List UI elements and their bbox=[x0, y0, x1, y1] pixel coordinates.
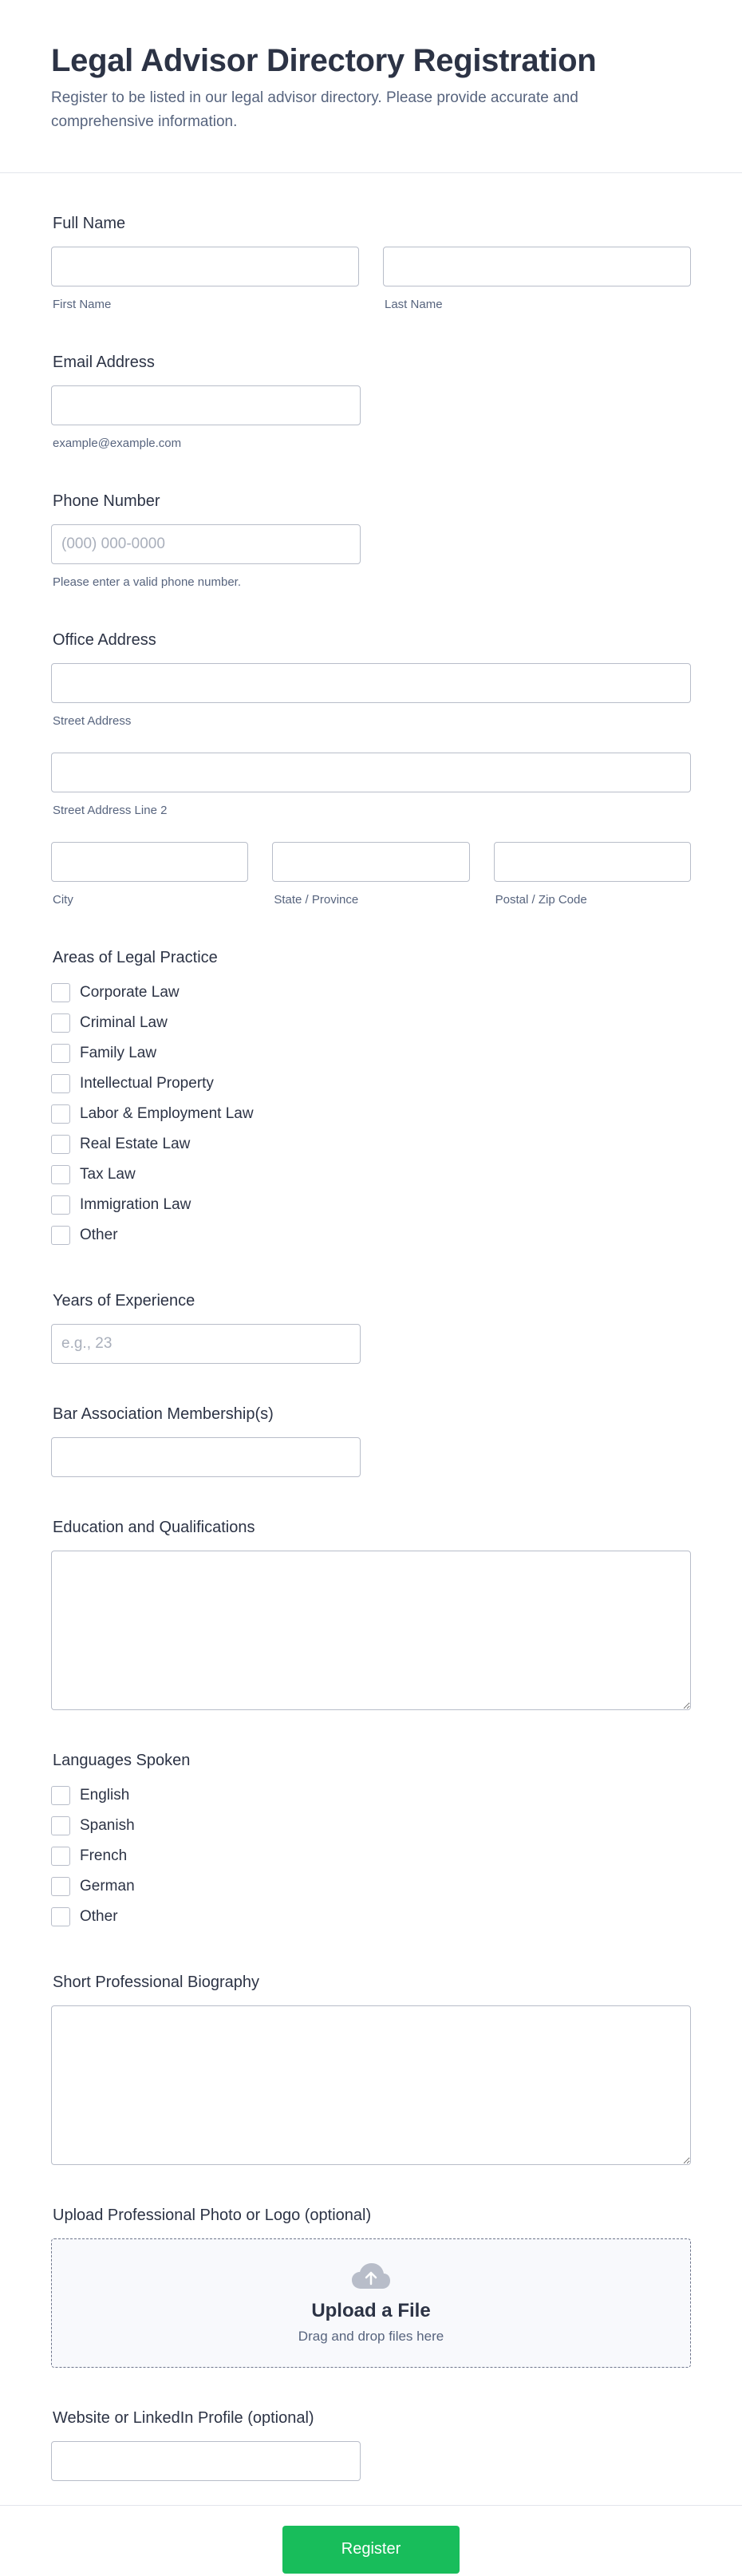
file-dropzone[interactable] bbox=[51, 2238, 691, 2368]
cloud-upload-icon bbox=[350, 2262, 392, 2290]
form-footer bbox=[0, 2505, 742, 2576]
page-title: Legal Advisor Directory Registration bbox=[51, 43, 597, 78]
language-option-label: Spanish bbox=[80, 1817, 135, 1834]
language-option[interactable] bbox=[51, 1811, 691, 1841]
biography-label: Short Professional Biography bbox=[53, 1973, 260, 1991]
biography-textarea[interactable] bbox=[51, 2005, 691, 2165]
email-input[interactable] bbox=[51, 385, 361, 425]
upload-title: Upload a File bbox=[311, 2300, 431, 2321]
phone-sublabel: Please enter a valid phone number. bbox=[53, 575, 241, 589]
checkbox[interactable] bbox=[51, 1165, 70, 1184]
practice-option[interactable] bbox=[51, 1160, 691, 1190]
full-name-label: Full Name bbox=[53, 215, 126, 232]
practice-option-label: Labor & Employment Law bbox=[80, 1105, 254, 1122]
practice-option[interactable] bbox=[51, 1069, 691, 1099]
city-input[interactable] bbox=[51, 842, 248, 882]
street-address-sublabel: Street Address bbox=[53, 714, 132, 728]
website-input[interactable] bbox=[51, 2441, 361, 2481]
phone-input[interactable] bbox=[51, 524, 361, 564]
language-option-label: Other bbox=[80, 1908, 118, 1925]
practice-areas-list bbox=[51, 978, 691, 1250]
language-option-label: French bbox=[80, 1847, 128, 1864]
education-textarea[interactable] bbox=[51, 1551, 691, 1710]
zip-input[interactable] bbox=[494, 842, 691, 882]
state-sublabel: State / Province bbox=[274, 893, 359, 907]
phone-label: Phone Number bbox=[53, 492, 160, 510]
practice-option[interactable] bbox=[51, 1008, 691, 1038]
checkbox[interactable] bbox=[51, 1013, 70, 1033]
city-sublabel: City bbox=[53, 893, 73, 907]
education-label: Education and Qualifications bbox=[53, 1519, 255, 1536]
state-input[interactable] bbox=[272, 842, 469, 882]
checkbox[interactable] bbox=[51, 1135, 70, 1154]
practice-option-label: Intellectual Property bbox=[80, 1075, 214, 1092]
first-name-input[interactable] bbox=[51, 247, 359, 286]
practice-option-label: Tax Law bbox=[80, 1166, 136, 1183]
register-button[interactable]: Register bbox=[282, 2526, 460, 2574]
language-option[interactable] bbox=[51, 1902, 691, 1932]
bar-membership-input[interactable] bbox=[51, 1437, 361, 1477]
languages-label: Languages Spoken bbox=[53, 1752, 191, 1769]
street-address-line2-sublabel: Street Address Line 2 bbox=[53, 804, 168, 817]
email-sublabel: example@example.com bbox=[53, 437, 182, 450]
checkbox[interactable] bbox=[51, 1044, 70, 1063]
website-field bbox=[51, 2408, 691, 2481]
practice-option-label: Other bbox=[80, 1227, 118, 1243]
experience-field bbox=[51, 1290, 691, 1364]
practice-areas-label: Areas of Legal Practice bbox=[53, 949, 218, 966]
checkbox[interactable] bbox=[51, 1907, 70, 1926]
practice-option[interactable] bbox=[51, 1190, 691, 1220]
practice-option[interactable] bbox=[51, 1220, 691, 1250]
practice-option[interactable] bbox=[51, 978, 691, 1008]
language-option[interactable] bbox=[51, 1871, 691, 1902]
checkbox[interactable] bbox=[51, 1226, 70, 1245]
checkbox[interactable] bbox=[51, 983, 70, 1002]
office-address-label: Office Address bbox=[53, 631, 156, 649]
languages-list bbox=[51, 1780, 691, 1932]
language-option[interactable] bbox=[51, 1780, 691, 1811]
practice-option-label: Corporate Law bbox=[80, 984, 180, 1001]
street-address-line2-input[interactable] bbox=[51, 753, 691, 792]
checkbox[interactable] bbox=[51, 1104, 70, 1124]
first-name-sublabel: First Name bbox=[53, 298, 112, 311]
page-subtitle: Register to be listed in our legal advisor directory. Please provide accurate and comprehensive information. bbox=[51, 89, 578, 130]
last-name-input[interactable] bbox=[383, 247, 691, 286]
email-label: Email Address bbox=[53, 354, 155, 371]
practice-option[interactable] bbox=[51, 1099, 691, 1129]
checkbox[interactable] bbox=[51, 1877, 70, 1896]
checkbox[interactable] bbox=[51, 1847, 70, 1866]
practice-option-label: Immigration Law bbox=[80, 1196, 191, 1213]
practice-option-label: Criminal Law bbox=[80, 1014, 168, 1031]
language-option-label: English bbox=[80, 1787, 130, 1804]
education-field bbox=[51, 1517, 691, 1710]
website-label: Website or LinkedIn Profile (optional) bbox=[53, 2409, 314, 2427]
language-option[interactable] bbox=[51, 1841, 691, 1871]
form-body bbox=[0, 213, 742, 2481]
checkbox[interactable] bbox=[51, 1786, 70, 1805]
checkbox[interactable] bbox=[51, 1074, 70, 1093]
experience-label: Years of Experience bbox=[53, 1292, 195, 1310]
form-header bbox=[0, 0, 742, 173]
last-name-sublabel: Last Name bbox=[385, 298, 443, 311]
languages-field bbox=[51, 1750, 691, 1932]
checkbox[interactable] bbox=[51, 1816, 70, 1835]
language-option-label: German bbox=[80, 1878, 135, 1894]
experience-input[interactable] bbox=[51, 1324, 361, 1364]
practice-option-label: Real Estate Law bbox=[80, 1136, 191, 1152]
full-name-field bbox=[51, 213, 691, 312]
checkbox[interactable] bbox=[51, 1195, 70, 1215]
office-address-field bbox=[51, 630, 691, 907]
street-address-input[interactable] bbox=[51, 663, 691, 703]
practice-option[interactable] bbox=[51, 1038, 691, 1069]
upload-field bbox=[51, 2205, 691, 2368]
upload-subtitle: Drag and drop files here bbox=[298, 2329, 444, 2344]
practice-areas-field bbox=[51, 947, 691, 1250]
bar-membership-field bbox=[51, 1404, 691, 1477]
practice-option-label: Family Law bbox=[80, 1045, 157, 1061]
practice-option[interactable] bbox=[51, 1129, 691, 1160]
zip-sublabel: Postal / Zip Code bbox=[495, 893, 587, 907]
upload-label: Upload Professional Photo or Logo (optional) bbox=[53, 2207, 372, 2224]
biography-field bbox=[51, 1972, 691, 2165]
phone-field bbox=[51, 491, 691, 590]
bar-membership-label: Bar Association Membership(s) bbox=[53, 1405, 274, 1423]
email-field bbox=[51, 352, 691, 451]
